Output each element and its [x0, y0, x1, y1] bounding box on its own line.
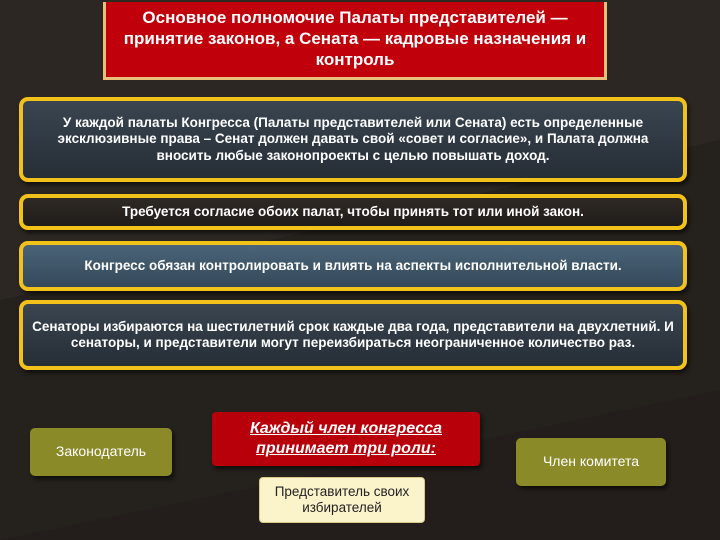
role-representative: Представитель своих избирателей — [259, 477, 425, 523]
oversight-box: Конгресс обязан контролировать и влиять на аспекты исполнительной власти. — [19, 241, 687, 291]
slide-title: Основное полномочие Палаты представителей — принятие законов, а Сената — кадровые назначения и контроль — [103, 2, 607, 80]
exclusive-rights-box: У каждой палаты Конгресса (Палаты представителей или Сената) есть определенные эксклюзивные права – Сенат должен давать свой «совет и согласие», и Палата должна вносить любые законопроекты с целью повышать доход. — [19, 97, 687, 182]
consent-box: Требуется согласие обоих палат, чтобы принять тот или иной закон. — [19, 194, 687, 230]
terms-box: Сенаторы избираются на шестилетний срок каждые два года, представители на двухлетний. И сенаторы, и представители могут переизбираться неограниченное количество раз. — [19, 300, 687, 370]
role-committee-member: Член комитета — [516, 438, 666, 486]
roles-heading: Каждый член конгресса принимает три роли: — [212, 412, 480, 466]
role-legislator: Законодатель — [30, 428, 172, 476]
